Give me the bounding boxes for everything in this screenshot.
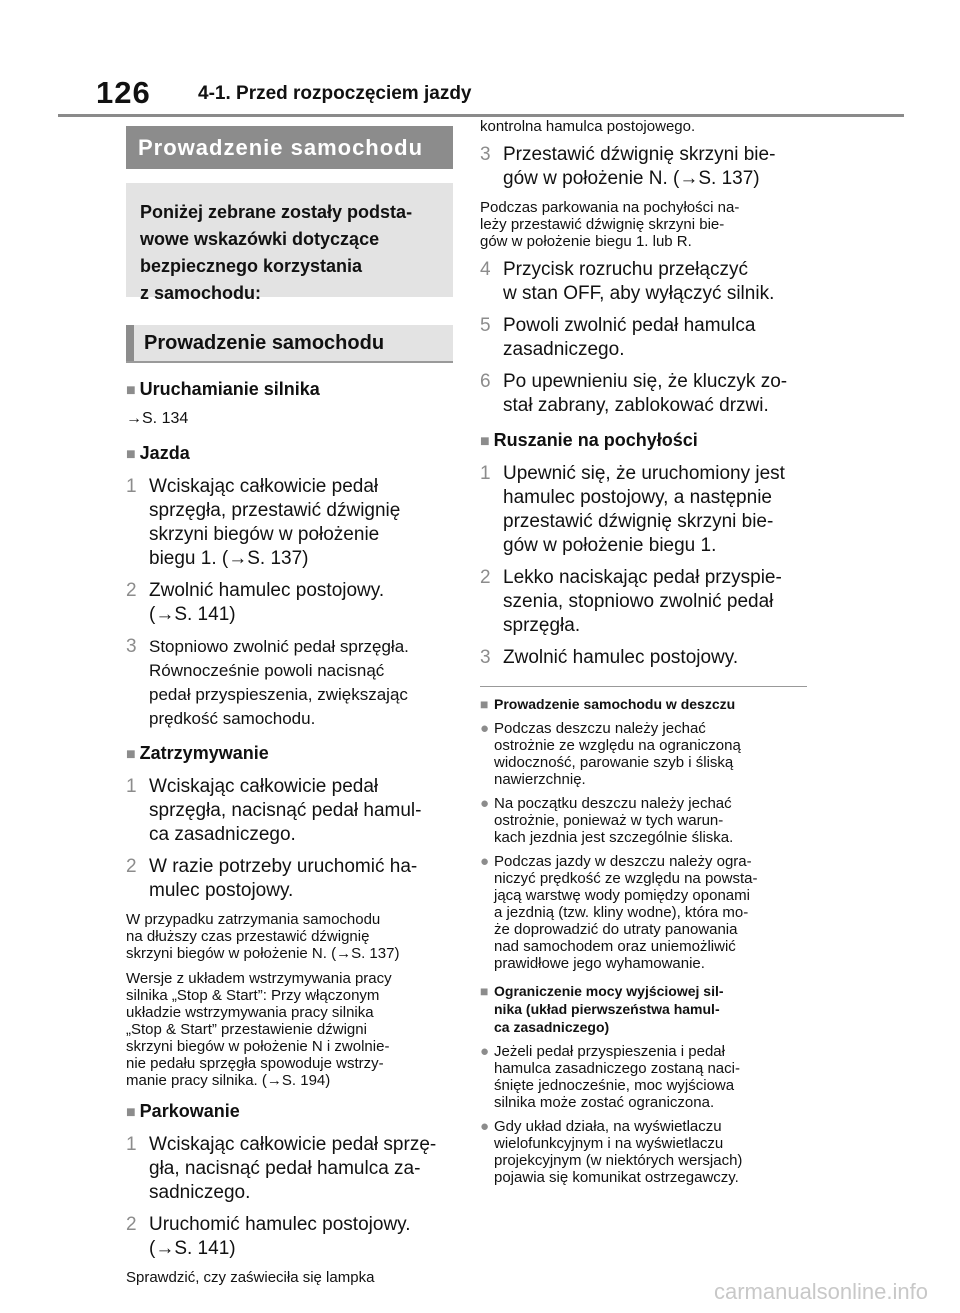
subheading-parkowanie xyxy=(126,1099,453,1125)
subheading-zatrzymywanie xyxy=(126,741,453,767)
step-text: Wciskając całkowicie pedał sprzęgła, nacisnąć pedał hamul- ca zasadniczego. xyxy=(149,776,422,845)
step-item xyxy=(126,579,453,627)
step-number: 2 xyxy=(126,1214,137,1235)
step-item xyxy=(126,775,453,847)
step-text: Uruchomić hamulec postojowy. (→S. 141) xyxy=(149,1214,411,1259)
heading-text: Prowadzenie samochodu xyxy=(134,325,453,361)
page-number: 126 xyxy=(96,75,151,110)
subheading-jazda xyxy=(126,441,453,467)
step-text: Zwolnić hamulec postojowy. xyxy=(503,647,739,668)
step-number: 2 xyxy=(126,856,137,877)
step-number: 1 xyxy=(126,476,137,497)
right-column xyxy=(480,118,807,1186)
circle-bullet-icon: ● xyxy=(480,853,490,870)
step-number: 5 xyxy=(480,315,491,336)
page-header xyxy=(0,0,960,115)
subheading-text: Parkowanie xyxy=(139,1101,240,1121)
step-item xyxy=(480,314,807,362)
step-item xyxy=(126,475,453,571)
step-number: 1 xyxy=(480,463,491,484)
step-item xyxy=(126,855,453,903)
subheading-text: Zatrzymywanie xyxy=(139,743,269,763)
step-item xyxy=(480,646,807,670)
step-text: Wciskając całkowicie pedał sprzę- gła, nacisnąć pedał hamulca za- sadniczego. xyxy=(149,1134,437,1203)
step-number: 1 xyxy=(126,1134,137,1155)
circle-bullet-icon: ● xyxy=(480,1118,490,1135)
subheading-text: Ruszanie na pochyłości xyxy=(493,430,698,450)
step-text: Zwolnić hamulec postojowy. (→S. 141) xyxy=(149,580,385,625)
bullet-text: Podczas deszczu należy jechać ostrożnie ze względu na ograniczoną widoczność, parowanie szyb i śliską nawierzchnię. xyxy=(494,720,741,788)
section-heading xyxy=(126,325,453,363)
page-reference: →S. 134 xyxy=(126,410,189,427)
bullet-text: Na początku deszczu należy jechać ostrożnie, ponieważ w tych warun- kach jezdnia jest szczególnie śliska. xyxy=(494,795,734,846)
info-heading-deszcz xyxy=(480,695,807,713)
note-text: Wersje z układem wstrzymywania pracy silnika „Stop & Start”: Przy włączonym układzie wstrzymywania pracy silnika „Stop & Start” przestawienie dźwigni skrzyni biegów w położenie N i zwolnie- nie pedału sprzęgła spowoduje wstrzy- manie pracy silnika. (→S. 194) xyxy=(126,970,392,1089)
square-bullet-icon: ■ xyxy=(480,696,489,712)
step-item xyxy=(126,635,453,731)
square-bullet-icon: ■ xyxy=(126,746,136,763)
bullet-item xyxy=(480,1043,807,1111)
square-bullet-icon: ■ xyxy=(480,983,489,999)
step-item xyxy=(480,258,807,306)
step-item xyxy=(126,1213,453,1261)
circle-bullet-icon: ● xyxy=(480,1043,490,1060)
watermark: carmanualsonline.info xyxy=(713,1279,928,1304)
subheading-text: Uruchamianie silnika xyxy=(139,379,320,399)
circle-bullet-icon: ● xyxy=(480,720,490,737)
info-heading-text: Ograniczenie mocy wyjściowej sil- nika (układ pierwszeństwa hamul- ca zasadniczego) xyxy=(494,983,724,1035)
step-number: 2 xyxy=(126,580,137,601)
bullet-text: Jeżeli pedał przyspieszenia i pedał hamulca zasadniczego zostaną naci- śnięte jednocześnie, moc wyjściowa silnika może zostać ograniczona. xyxy=(494,1043,740,1111)
square-bullet-icon: ■ xyxy=(126,446,136,463)
bullet-item xyxy=(480,853,807,972)
step-number: 3 xyxy=(126,636,137,657)
bullet-item xyxy=(480,795,807,846)
bullet-text: Gdy układ działa, na wyświetlaczu wielofunkcyjnym i na wyświetlaczu projekcyjnym (w niektórych wersjach) pojawia się komunikat ostrzegawczy. xyxy=(494,1118,743,1186)
step-text: Wciskając całkowicie pedał sprzęgła, przestawić dźwignię skrzyni biegów w położenie biegu 1. (→S. 137) xyxy=(149,476,401,569)
subheading-uruchamianie xyxy=(126,377,453,403)
note-text: W przypadku zatrzymania samochodu na dłuższy czas przestawić dźwignię skrzyni biegów w położenie N. (→S. 137) xyxy=(126,911,400,962)
section-banner: Prowadzenie samochodu xyxy=(126,126,453,169)
intro-box: Poniżej zebrane zostały podsta- wowe wskazówki dotyczące bezpiecznego korzystania z samochodu: xyxy=(126,183,453,297)
step-text: Stopniowo zwolnić pedał sprzęgła. Równocześnie powoli nacisnąć pedał przyspieszenia, zwiększając prędkość samochodu. xyxy=(149,637,409,728)
step-item xyxy=(480,462,807,558)
step-text: Przestawić dźwignię skrzyni bie- gów w położenie N. (→S. 137) xyxy=(503,144,776,189)
step-text: Powoli zwolnić pedał hamulca zasadniczego. xyxy=(503,315,756,360)
info-heading-ograniczenie xyxy=(480,982,807,1036)
step-text: Przycisk rozruchu przełączyć w stan OFF, aby wyłączyć silnik. xyxy=(503,259,775,304)
note-text: Sprawdzić, czy zaświeciła się lampka xyxy=(126,1269,375,1286)
section-divider xyxy=(480,686,807,687)
subheading-ruszanie xyxy=(480,428,807,454)
step-number: 4 xyxy=(480,259,491,280)
subheading-text: Jazda xyxy=(139,443,190,463)
step-number: 6 xyxy=(480,371,491,392)
circle-bullet-icon: ● xyxy=(480,795,490,812)
step-number: 1 xyxy=(126,776,137,797)
info-heading-text: Prowadzenie samochodu w deszczu xyxy=(494,696,736,712)
square-bullet-icon: ■ xyxy=(480,433,490,450)
header-divider xyxy=(58,114,904,117)
bullet-item xyxy=(480,720,807,788)
step-text: Upewnić się, że uruchomiony jest hamulec postojowy, a następnie przestawić dźwignię skrzyni bie- gów w położenie biegu 1. xyxy=(503,463,785,556)
step-number: 3 xyxy=(480,647,491,668)
step-text: Po upewnieniu się, że kluczyk zo- stał zabrany, zablokować drzwi. xyxy=(503,371,788,416)
heading-bar xyxy=(126,325,134,361)
step-item xyxy=(480,143,807,191)
note-text: Podczas parkowania na pochyłości na- leży przestawić dźwignię skrzyni bie- gów w położenie biegu 1. lub R. xyxy=(480,199,740,250)
square-bullet-icon: ■ xyxy=(126,1104,136,1121)
step-item xyxy=(126,1133,453,1205)
step-text: Lekko naciskając pedał przyspie- szenia, stopniowo zwolnić pedał sprzęgła. xyxy=(503,567,782,636)
step-number: 3 xyxy=(480,144,491,165)
bullet-text: Podczas jazdy w deszczu należy ogra- niczyć prędkość ze względu na powsta- jącą warstwę wody pomiędzy oponami a jezdnią (tzw. kliny wodne), która mo- że doprowadzić do utraty panowania nad samochodem oraz uniemożliwić prawidłowe jego wyhamowanie. xyxy=(494,853,758,972)
step-number: 2 xyxy=(480,567,491,588)
chapter-title: 4-1. Przed rozpoczęciem jazdy xyxy=(198,83,472,104)
step-text: W razie potrzeby uruchomić ha- mulec postojowy. xyxy=(149,856,418,901)
square-bullet-icon: ■ xyxy=(126,382,136,399)
step-item xyxy=(480,370,807,418)
step-item xyxy=(480,566,807,638)
note-text: kontrolna hamulca postojowego. xyxy=(480,118,696,135)
bullet-item xyxy=(480,1118,807,1186)
left-column xyxy=(126,126,453,1286)
